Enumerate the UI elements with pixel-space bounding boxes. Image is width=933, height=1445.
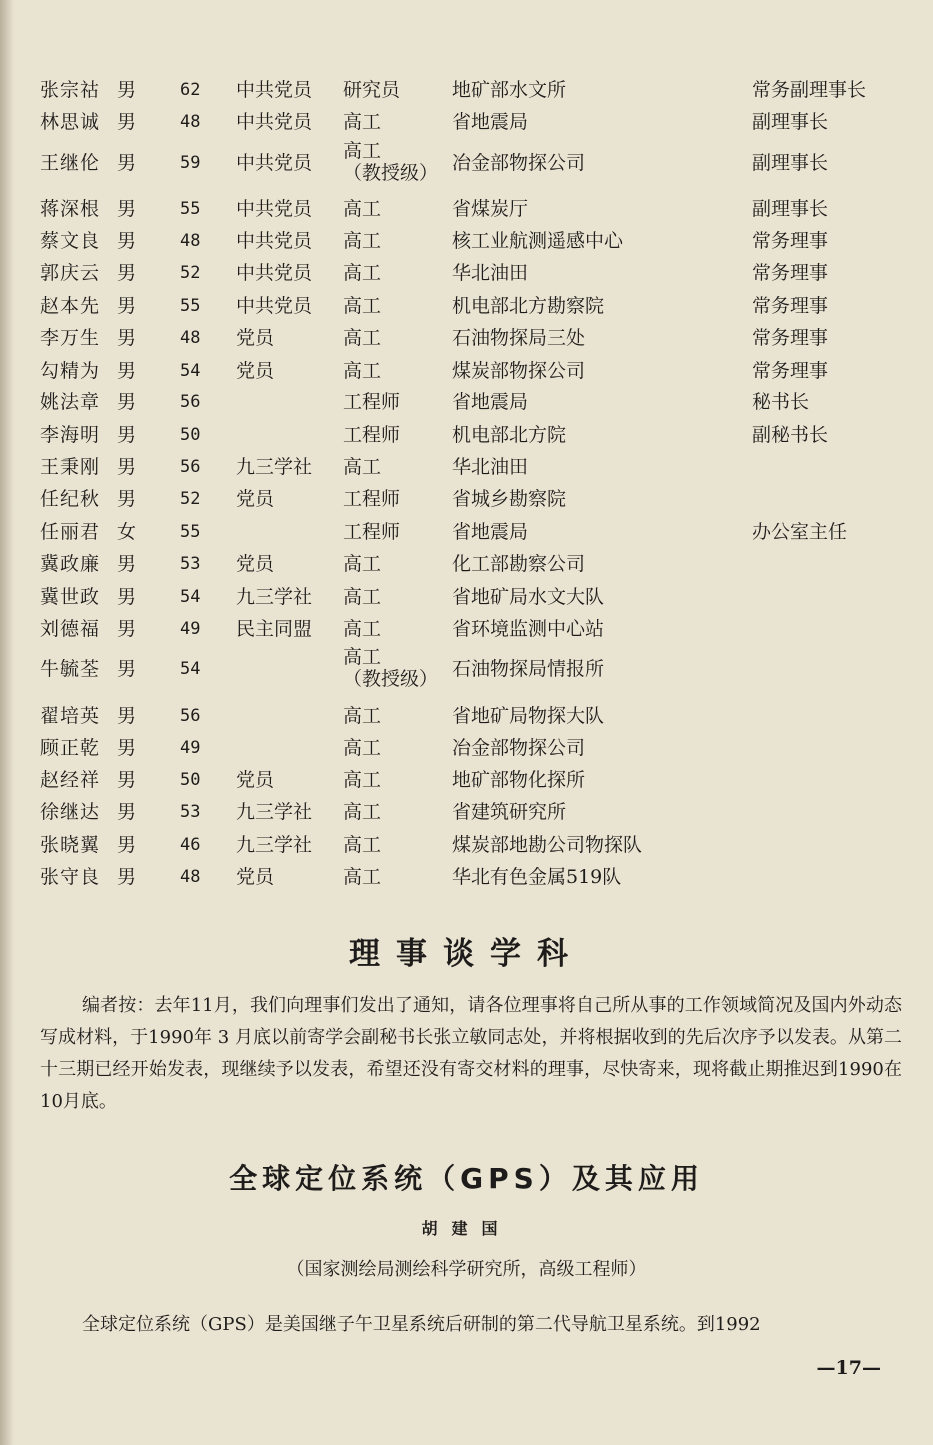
member-party: 九三学社: [236, 801, 313, 823]
member-unit: 煤炭部地勘公司物探队: [452, 834, 643, 856]
member-title: 高工: [343, 327, 382, 349]
member-sex: 男: [117, 327, 137, 349]
member-name: 王秉刚: [40, 456, 101, 478]
member-unit: 省地矿局物探大队: [452, 705, 605, 727]
member-post: 常务理事: [752, 230, 829, 252]
member-post: 副理事长: [752, 152, 829, 174]
member-age: 48: [180, 867, 201, 887]
member-sex: 男: [117, 866, 137, 888]
member-sex: 男: [117, 658, 137, 680]
member-age: 50: [180, 770, 201, 790]
member-name: 翟培英: [40, 705, 101, 727]
member-title-grade: （教授级）: [343, 668, 439, 690]
member-title: 高工: [343, 834, 382, 856]
member-age: 62: [180, 80, 201, 100]
member-sex: 男: [117, 198, 137, 220]
member-title: 工程师: [343, 488, 401, 510]
member-sex: 男: [117, 705, 137, 727]
member-sex: 男: [117, 834, 137, 856]
member-sex: 男: [117, 618, 137, 640]
member-age: 55: [180, 296, 201, 316]
member-unit: 煤炭部物探公司: [452, 360, 586, 382]
member-age: 59: [180, 153, 201, 173]
member-party: 党员: [236, 553, 275, 575]
member-unit: 核工业航测遥感中心: [452, 230, 624, 252]
member-sex: 男: [117, 360, 137, 382]
member-age: 50: [180, 425, 201, 445]
member-unit: 冶金部物探公司: [452, 152, 586, 174]
member-unit: 省地震局: [452, 391, 529, 413]
member-age: 55: [180, 522, 201, 542]
member-sex: 男: [117, 769, 137, 791]
member-party: 党员: [236, 360, 275, 382]
member-party: 中共党员: [236, 198, 313, 220]
member-name: 徐继达: [40, 801, 101, 823]
member-name: 任丽君: [40, 521, 101, 543]
member-unit: 华北油田: [452, 262, 529, 284]
member-age: 48: [180, 328, 201, 348]
member-sex: 男: [117, 456, 137, 478]
member-sex: 男: [117, 737, 137, 759]
member-unit: 地矿部物化探所: [452, 769, 586, 791]
member-title: 高工: [343, 618, 382, 640]
section-title: 理事谈学科: [349, 936, 584, 972]
member-sex: 男: [117, 295, 137, 317]
member-unit: 石油物探局情报所: [452, 658, 605, 680]
member-sex: 男: [117, 488, 137, 510]
member-age: 55: [180, 199, 201, 219]
member-title-main: 高工: [343, 140, 382, 162]
member-post: 常务理事: [752, 262, 829, 284]
member-unit: 机电部北方院: [452, 424, 567, 446]
member-name: 赵经祥: [40, 769, 101, 791]
member-unit: 化工部勘察公司: [452, 553, 586, 575]
member-title: 高工: [343, 866, 382, 888]
member-post: 常务副理事长: [752, 79, 867, 101]
member-party: 党员: [236, 769, 275, 791]
member-sex: 男: [117, 801, 137, 823]
member-title: 高工: [343, 586, 382, 608]
member-title: 高工: [343, 737, 382, 759]
member-title: 高工: [343, 801, 382, 823]
member-name: 张晓翼: [40, 834, 101, 856]
member-name: 冀世政: [40, 586, 101, 608]
member-party: 党员: [236, 866, 275, 888]
member-party: 中共党员: [236, 152, 313, 174]
member-unit: 省城乡勘察院: [452, 488, 567, 510]
member-sex: 男: [117, 262, 137, 284]
member-title: 高工: [343, 456, 382, 478]
member-age: 52: [180, 489, 201, 509]
member-title: 高工: [343, 553, 382, 575]
member-name: 李海明: [40, 424, 101, 446]
member-name: 冀政廉: [40, 553, 101, 575]
member-post: 秘书长: [752, 391, 810, 413]
member-sex: 男: [117, 586, 137, 608]
member-name: 郭庆云: [40, 262, 101, 284]
member-age: 56: [180, 457, 201, 477]
member-party: 党员: [236, 488, 275, 510]
member-age: 56: [180, 392, 201, 412]
member-age: 52: [180, 263, 201, 283]
editor-note: 编者按：去年11月，我们向理事们发出了通知，请各位理事将自己所从事的工作领域简况及国内外动态写成材料，于1990年 3 月底以前寄学会副秘书长张立敏同志处，并将根据收到的先后次序予以发表。从第二十三期已经开始发表，现继续予以发表，希望还没有寄交材料的理事，尽快寄来，现将截止期推迟到1990在10月底。: [40, 995, 902, 1112]
member-name: 蔡文良: [40, 230, 101, 252]
member-unit: 省地震局: [452, 521, 529, 543]
member-name: 李万生: [40, 327, 101, 349]
member-party: 中共党员: [236, 79, 313, 101]
member-post: 常务理事: [752, 327, 829, 349]
member-sex: 男: [117, 391, 137, 413]
article-body: 全球定位系统（GPS）是美国继子午卫星系统后研制的第二代导航卫星系统。到1992: [82, 1314, 761, 1335]
member-title: 高工: [343, 295, 382, 317]
member-unit: 省环境监测中心站: [452, 618, 605, 640]
member-name: 张宗祜: [40, 79, 101, 101]
member-post: 常务理事: [752, 295, 829, 317]
member-sex: 男: [117, 152, 137, 174]
member-unit: 机电部北方勘察院: [452, 295, 605, 317]
member-unit: 冶金部物探公司: [452, 737, 586, 759]
member-age: 54: [180, 361, 201, 381]
member-party: 中共党员: [236, 230, 313, 252]
member-name: 顾正乾: [40, 737, 101, 759]
member-name: 赵本先: [40, 295, 101, 317]
member-title: 高工: [343, 230, 382, 252]
member-title: 高工: [343, 360, 382, 382]
member-unit: 省地矿局水文大队: [452, 586, 605, 608]
member-age: 54: [180, 659, 201, 679]
article-title: 全球定位系统（GPS）及其应用: [229, 1162, 704, 1195]
member-age: 53: [180, 802, 201, 822]
member-name: 蒋深根: [40, 198, 101, 220]
member-name: 勾精为: [40, 360, 101, 382]
member-title: 工程师: [343, 391, 401, 413]
member-unit: 省煤炭厅: [452, 198, 529, 220]
member-post: 副秘书长: [752, 424, 829, 446]
member-age: 56: [180, 706, 201, 726]
member-title: 高工: [343, 705, 382, 727]
member-unit: 省建筑研究所: [452, 801, 567, 823]
member-title: 工程师: [343, 424, 401, 446]
member-unit: 省地震局: [452, 111, 529, 133]
member-age: 49: [180, 619, 201, 639]
member-age: 54: [180, 587, 201, 607]
member-title: 研究员: [343, 79, 401, 101]
article-author: 胡建国: [421, 1219, 512, 1238]
member-sex: 男: [117, 111, 137, 133]
member-sex: 男: [117, 424, 137, 446]
member-sex: 男: [117, 553, 137, 575]
member-party: 民主同盟: [236, 618, 313, 640]
member-age: 48: [180, 231, 201, 251]
member-party: 中共党员: [236, 111, 313, 133]
member-name: 姚法章: [40, 391, 101, 413]
member-title: 高工: [343, 769, 382, 791]
member-name: 牛毓荃: [40, 658, 101, 680]
member-title: 高工: [343, 198, 382, 220]
member-party: 中共党员: [236, 295, 313, 317]
member-unit: 华北油田: [452, 456, 529, 478]
member-age: 46: [180, 835, 201, 855]
member-title: [343, 140, 438, 184]
member-name: 刘德福: [40, 618, 101, 640]
member-sex: 男: [117, 79, 137, 101]
member-title-main: 高工: [343, 646, 382, 668]
member-unit: 石油物探局三处: [452, 327, 586, 349]
member-post: 副理事长: [752, 198, 829, 220]
member-title-grade: （教授级）: [343, 162, 439, 184]
member-sex: 男: [117, 230, 137, 252]
member-title: 高工: [343, 111, 382, 133]
member-unit: 地矿部水文所: [452, 79, 567, 101]
page-number: —17—: [816, 1357, 881, 1379]
member-post: 办公室主任: [752, 521, 848, 543]
member-unit: 华北有色金属519队: [452, 866, 622, 888]
member-name: 王继伦: [40, 152, 101, 174]
member-name: 任纪秋: [40, 488, 101, 510]
member-party: 九三学社: [236, 456, 313, 478]
member-party: 九三学社: [236, 586, 313, 608]
member-post: 副理事长: [752, 111, 829, 133]
member-party: 九三学社: [236, 834, 313, 856]
author-affiliation: （国家测绘局测绘科学研究所，高级工程师）: [286, 1259, 647, 1280]
member-title: 工程师: [343, 521, 401, 543]
member-age: 48: [180, 112, 201, 132]
member-title: [343, 646, 438, 690]
member-name: 张守良: [40, 866, 101, 888]
member-name: 林思诚: [40, 111, 101, 133]
member-party: 中共党员: [236, 262, 313, 284]
member-title: 高工: [343, 262, 382, 284]
member-post: 常务理事: [752, 360, 829, 382]
member-age: 53: [180, 554, 201, 574]
member-sex: 女: [117, 521, 137, 543]
member-party: 党员: [236, 327, 275, 349]
member-age: 49: [180, 738, 201, 758]
